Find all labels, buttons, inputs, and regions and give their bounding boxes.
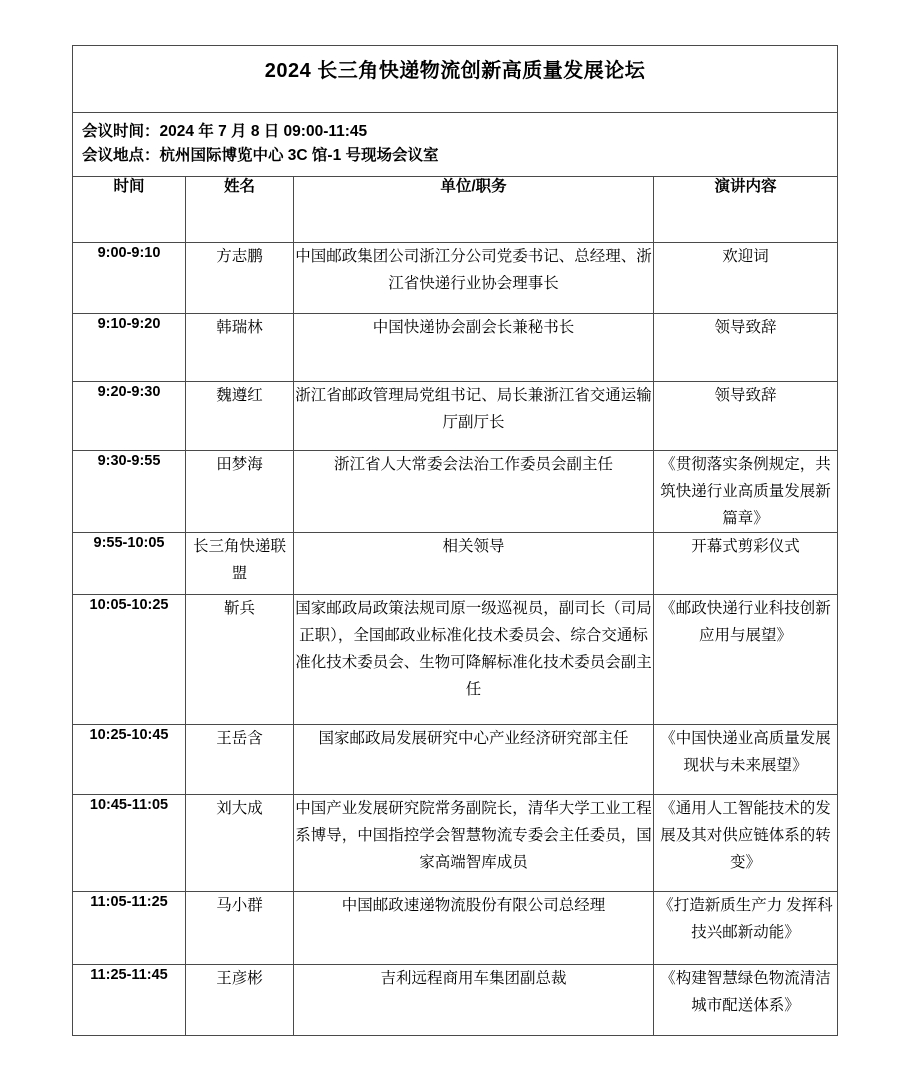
session-time: 9:30-9:55 xyxy=(73,451,186,533)
session-time: 10:25-10:45 xyxy=(73,725,186,795)
header-row xyxy=(73,177,838,243)
talk-topic: 《邮政快递行业科技创新应用与展望》 xyxy=(654,595,838,725)
title-row xyxy=(73,46,838,113)
table-row xyxy=(73,382,838,451)
talk-topic: 开幕式剪彩仪式 xyxy=(654,533,838,595)
meeting-info-row xyxy=(73,113,838,177)
header-time: 时间 xyxy=(73,177,186,243)
table-row xyxy=(73,892,838,965)
session-time: 11:25-11:45 xyxy=(73,965,186,1036)
talk-topic: 《中国快递业高质量发展现状与未来展望》 xyxy=(654,725,838,795)
speaker-name: 靳兵 xyxy=(186,595,294,725)
header-topic: 演讲内容 xyxy=(654,177,838,243)
speaker-name: 王彦彬 xyxy=(186,965,294,1036)
speaker-name: 魏遵红 xyxy=(186,382,294,451)
speaker-name: 长三角快递联盟 xyxy=(186,533,294,595)
speaker-org-title: 浙江省邮政管理局党组书记、局长兼浙江省交通运输厅副厅长 xyxy=(294,382,654,451)
session-time: 9:20-9:30 xyxy=(73,382,186,451)
talk-topic: 《通用人工智能技术的发展及其对供应链体系的转变》 xyxy=(654,795,838,892)
speaker-name: 方志鹏 xyxy=(186,243,294,314)
table-row xyxy=(73,451,838,533)
agenda-table xyxy=(72,45,838,1036)
meeting-info-cell xyxy=(73,113,838,177)
speaker-name: 田梦海 xyxy=(186,451,294,533)
speaker-org-title: 吉利远程商用车集团副总裁 xyxy=(294,965,654,1036)
table-row xyxy=(73,314,838,382)
table-row xyxy=(73,725,838,795)
header-name: 姓名 xyxy=(186,177,294,243)
meeting-location: 会议地点：杭州国际博览中心 3C 馆-1 号现场会议室 xyxy=(82,147,439,164)
table-row xyxy=(73,795,838,892)
talk-topic: 领导致辞 xyxy=(654,314,838,382)
table-row xyxy=(73,595,838,725)
session-time: 11:05-11:25 xyxy=(73,892,186,965)
session-time: 9:00-9:10 xyxy=(73,243,186,314)
speaker-org-title: 中国产业发展研究院常务副院长，清华大学工业工程系博导，中国指控学会智慧物流专委会主任委员，国家高端智库成员 xyxy=(294,795,654,892)
header-org: 单位/职务 xyxy=(294,177,654,243)
speaker-name: 王岳含 xyxy=(186,725,294,795)
meeting-time: 会议时间：2024 年 7 月 8 日 09:00-11:45 xyxy=(82,123,368,140)
speaker-org-title: 中国快递协会副会长兼秘书长 xyxy=(294,314,654,382)
table-row xyxy=(73,243,838,314)
table-row xyxy=(73,533,838,595)
speaker-name: 马小群 xyxy=(186,892,294,965)
speaker-org-title: 中国邮政速递物流股份有限公司总经理 xyxy=(294,892,654,965)
session-time: 9:10-9:20 xyxy=(73,314,186,382)
talk-topic: 欢迎词 xyxy=(654,243,838,314)
talk-topic: 《贯彻落实条例规定，共筑快递行业高质量发展新篇章》 xyxy=(654,451,838,533)
talk-topic: 领导致辞 xyxy=(654,382,838,451)
session-time: 10:45-11:05 xyxy=(73,795,186,892)
speaker-org-title: 国家邮政局政策法规司原一级巡视员，副司长（司局正职），全国邮政业标准化技术委员会、综合交通标准化技术委员会、生物可降解标准化技术委员会副主任 xyxy=(294,595,654,725)
speaker-name: 刘大成 xyxy=(186,795,294,892)
speaker-org-title: 浙江省人大常委会法治工作委员会副主任 xyxy=(294,451,654,533)
speaker-org-title: 相关领导 xyxy=(294,533,654,595)
session-time: 10:05-10:25 xyxy=(73,595,186,725)
page-title: 2024 长三角快递物流创新高质量发展论坛 xyxy=(264,60,646,82)
session-time: 9:55-10:05 xyxy=(73,533,186,595)
talk-topic: 《构建智慧绿色物流清洁城市配送体系》 xyxy=(654,965,838,1036)
speaker-org-title: 国家邮政局发展研究中心产业经济研究部主任 xyxy=(294,725,654,795)
title-cell xyxy=(73,46,838,113)
talk-topic: 《打造新质生产力 发挥科技兴邮新动能》 xyxy=(654,892,838,965)
speaker-org-title: 中国邮政集团公司浙江分公司党委书记、总经理、浙江省快递行业协会理事长 xyxy=(294,243,654,314)
table-row xyxy=(73,965,838,1036)
speaker-name: 韩瑞林 xyxy=(186,314,294,382)
